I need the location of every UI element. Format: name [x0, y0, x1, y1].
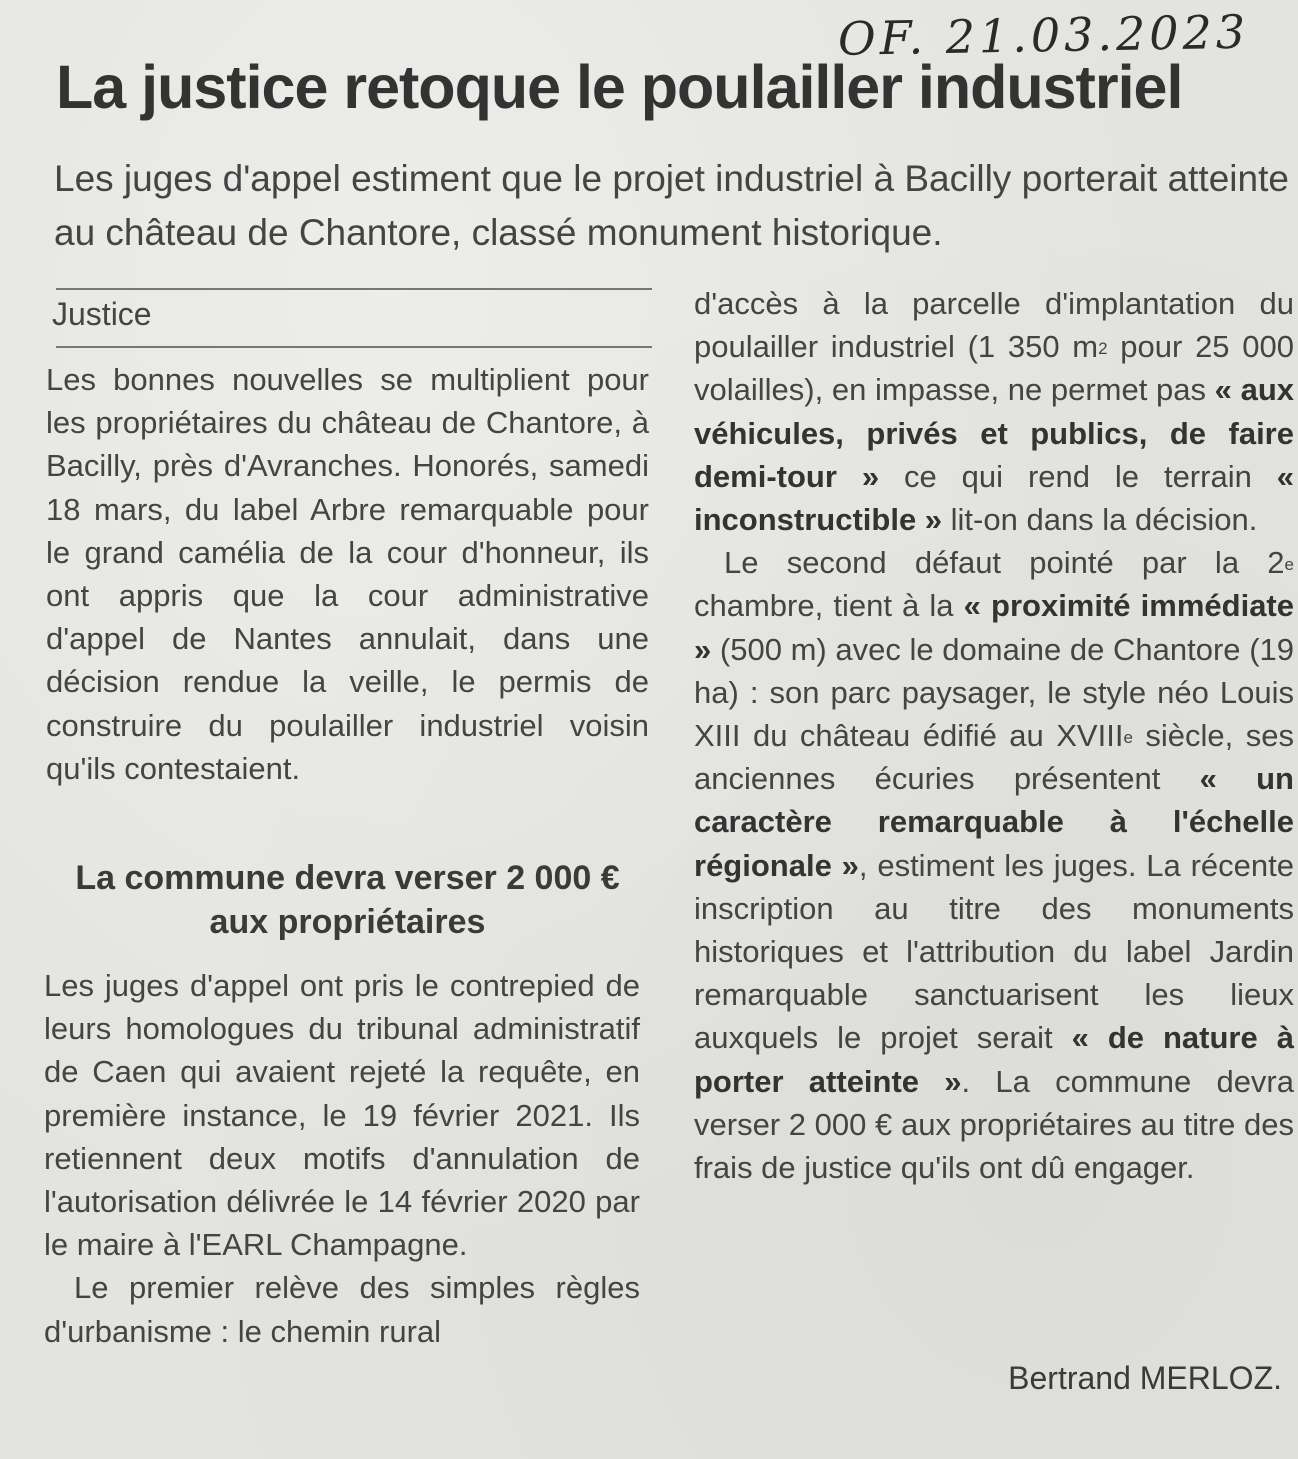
left-column-intro	[46, 358, 649, 790]
superscript: e	[1284, 555, 1294, 575]
bold-quote: « proximité immédiate »	[694, 588, 1294, 667]
rubric-label: Justice	[52, 296, 152, 332]
text-run: . La commune devra verser 2 000 € aux propriétaires au titre des frais de justice qu'ils ont dû engager.	[694, 1063, 1294, 1186]
text-run: (500 m) avec le domaine de Chantore (19 ha) : son parc paysager, le style néo Louis XIII du château édifié au XVIII	[694, 631, 1294, 754]
article-paragraph: Les bonnes nouvelles se multiplient pour les propriétaires du château de Chantore, à Bacilly, près d'Avranches. Honorés, samedi 18 mars, du label Arbre remarquable pour le grand camélia de la cour d'honneur, ils ont appris que la cour administrative d'appel de Nantes annulait, dans une décision rendue la veille, le permis de construire du poulailler industriel voisin qu'ils contestaient.	[46, 362, 649, 786]
left-column-body	[44, 964, 640, 1353]
headline: La justice retoque le poulailler industriel	[56, 53, 1183, 121]
text-run: chambre, tient à la	[694, 588, 964, 624]
article-paragraph: Les juges d'appel ont pris le contrepied de leurs homologues du tribunal administratif de Caen qui avaient rejeté la requête, en première instance, le 19 février 2021. Ils retiennent deux motifs d'annulation de l'autorisation délivrée le 14 février 2020 par le maire à l'EARL Champagne.	[44, 968, 640, 1263]
handwritten-date: OF. 21.03.2023	[837, 4, 1250, 66]
intertitle: La commune devra verser 2 000 € aux propriétaires	[75, 859, 620, 941]
text-run: siècle, ses anciennes écuries présentent	[694, 718, 1294, 797]
text-run: Le second défaut pointé par la 2	[724, 545, 1285, 581]
bold-quote: « aux véhicules, privés et publics, de faire demi-tour »	[694, 372, 1294, 494]
text-run: d'accès à la parcelle d'implantation du poulailler industriel (1 350 m	[694, 286, 1294, 365]
text-run: lit-on dans la décision.	[942, 502, 1258, 538]
article-paragraph: Le premier relève des simples règles d'urbanisme : le chemin rural	[44, 1270, 640, 1349]
bold-quote: « inconstructible »	[694, 458, 1294, 538]
article-paragraph	[694, 282, 1294, 541]
superscript: e	[1123, 728, 1133, 748]
bold-quote: « un caractère remarquable à l'échelle régionale »	[694, 761, 1294, 883]
bold-quote: « de nature à porter atteinte »	[694, 1020, 1294, 1099]
superscript: 2	[1098, 339, 1108, 359]
article-paragraph	[694, 541, 1294, 1189]
subheadline: Les juges d'appel estiment que le projet industriel à Bacilly porterait atteinte au château de Chantore, classé monument historique.	[54, 158, 1289, 253]
author-byline: Bertrand MERLOZ.	[1008, 1360, 1282, 1396]
rubric-bottom-rule	[56, 346, 652, 348]
right-column	[694, 282, 1294, 1189]
text-run: , estiment les juges. La récente inscription au titre des monuments historiques et l'attribution du label Jardin remarquable sanctuarisent les lieux auxquels le projet serait	[694, 847, 1294, 1056]
text-run: pour 25 000 volailles), en impasse, ne permet pas	[694, 329, 1294, 408]
rubric-top-rule	[56, 288, 652, 290]
text-run: ce qui rend le terrain	[879, 458, 1277, 494]
